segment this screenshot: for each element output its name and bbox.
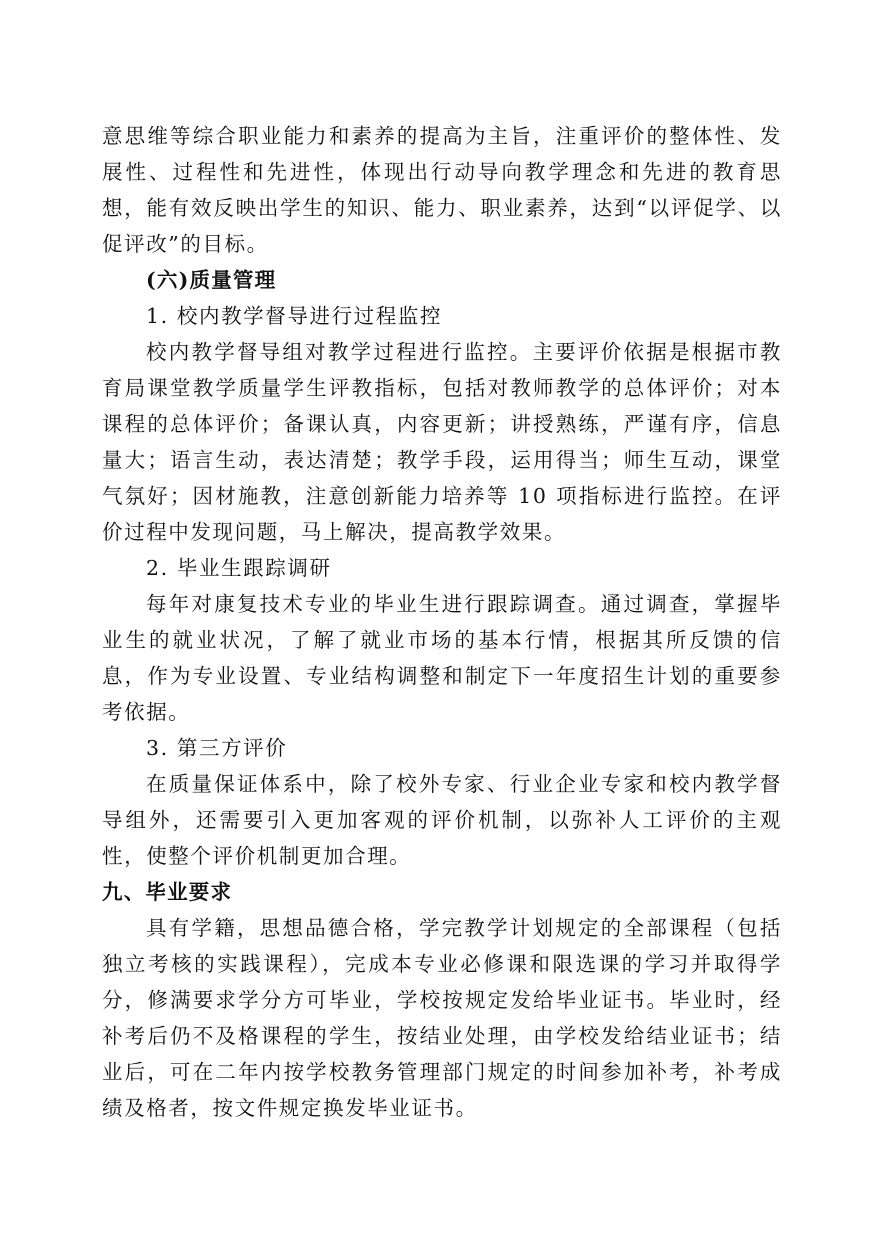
- graduate-tracking-heading: 2. 毕业生跟踪调研: [146, 556, 332, 580]
- continuation-paragraph: 意思维等综合职业能力和素养的提高为主旨，注重评价的整体性、发展性、过程性和先进性，体现出行动导向教学理念和先进的教育思想，能有效反映出学生的知识、能力、职业素养，达到“以评促学、以促评改”的目标。: [102, 124, 782, 256]
- third-party-evaluation-paragraph: 在质量保证体系中，除了校外专家、行业企业专家和校内教学督导组外，还需要引入更加客观的评价机制，以弥补人工评价的主观性，使整个评价机制更加合理。: [102, 772, 782, 868]
- supervision-paragraph: 校内教学督导组对教学过程进行监控。主要评价依据是根据市教育局课堂教学质量学生评教指标，包括对教师教学的总体评价；对本课程的总体评价；备课认真，内容更新；讲授熟练，严谨有序，信息量大；语言生动，表达清楚；教学手段，运用得当；师生互动，课堂气氛好；因材施教，注意创新能力培养等 10 项指标进行监控。在评价过程中发现问题，马上解决，提高教学效果。: [102, 340, 782, 544]
- graduation-requirements-paragraph: 具有学籍，思想品德合格，学完教学计划规定的全部课程（包括独立考核的实践课程），完成本专业必修课和限选课的学习并取得学分，修满要求学分方可毕业，学校按规定发给毕业证书。毕业时，经补考后仍不及格课程的学生，按结业处理，由学校发给结业证书；结业后，可在二年内按学校教务管理部门规定的时间参加补考，补考成绩及格者，按文件规定换发毕业证书。: [102, 916, 782, 1120]
- third-party-evaluation-heading: 3. 第三方评价: [146, 736, 288, 760]
- supervision-heading: 1. 校内教学督导进行过程监控: [146, 304, 443, 328]
- graduation-requirements-heading: 九、毕业要求: [102, 880, 233, 904]
- quality-management-heading: (六)质量管理: [146, 268, 277, 292]
- graduate-tracking-paragraph: 每年对康复技术专业的毕业生进行跟踪调查。通过调查，掌握毕业生的就业状况，了解了就业市场的基本行情，根据其所反馈的信息，作为专业设置、专业结构调整和制定下一年度招生计划的重要参考依据。: [102, 592, 782, 724]
- document-body: [102, 118, 782, 1126]
